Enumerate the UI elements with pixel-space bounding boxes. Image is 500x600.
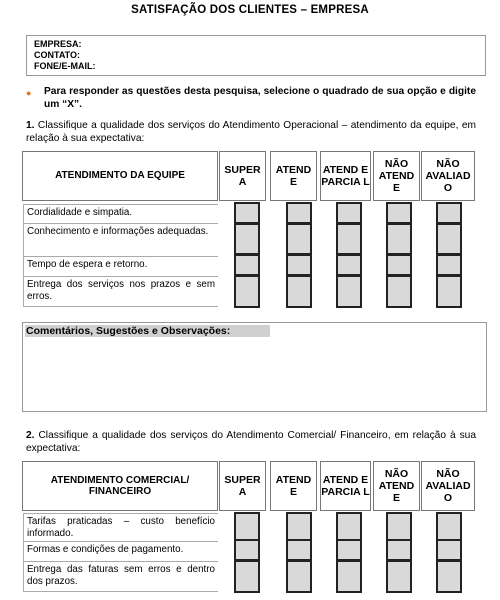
checkbox-s2-r3-nao-avaliado[interactable]	[436, 560, 462, 593]
phone-email-field-label: FONE/E-MAIL:	[34, 61, 96, 71]
col-nao-avaliado-2: NÃO AVALIAD O	[421, 461, 475, 511]
company-field-label: EMPRESA:	[34, 39, 82, 49]
checkbox-s2-r1-nao-avaliado[interactable]	[436, 512, 462, 541]
question-2-text: Classifique a qualidade dos serviços do Atendimento Comercial/ Financeiro, em relação à sua expectativa:	[26, 430, 476, 454]
row-tempo-espera: Tempo de espera e retorno.	[23, 256, 218, 276]
checkbox-s1-r3-atende-parcial[interactable]	[336, 254, 362, 276]
contact-field-label: CONTATO:	[34, 50, 80, 60]
section-2-header: ATENDIMENTO COMERCIAL/ FINANCEIRO	[22, 461, 218, 511]
checkbox-s1-r1-supera[interactable]	[234, 202, 260, 224]
checkbox-s2-r2-supera[interactable]	[234, 539, 260, 561]
checkbox-s2-r3-nao-atende[interactable]	[386, 560, 412, 593]
comments-label: Comentários, Sugestões e Observações:	[25, 325, 270, 337]
checkbox-s1-r1-atende-parcial[interactable]	[336, 202, 362, 224]
checkbox-s1-r1-nao-atende[interactable]	[386, 202, 412, 224]
question-2-number: 2.	[26, 430, 35, 441]
checkbox-s2-r3-supera[interactable]	[234, 560, 260, 593]
col-nao-avaliado: NÃO AVALIAD O	[421, 151, 475, 201]
question-1-number: 1.	[26, 120, 35, 131]
col-atende-parcial: ATEND E PARCIA L	[320, 151, 371, 201]
checkbox-s2-r3-atende-parcial[interactable]	[336, 560, 362, 593]
col-atende-parcial-2: ATEND E PARCIA L	[320, 461, 371, 511]
checkbox-s2-r1-supera[interactable]	[234, 512, 260, 541]
page-title: SATISFAÇÃO DOS CLIENTES – EMPRESA	[131, 4, 369, 16]
question-1	[26, 119, 476, 145]
checkbox-s1-r2-atende[interactable]	[286, 223, 312, 255]
section-1-header: ATENDIMENTO DA EQUIPE	[22, 151, 218, 201]
checkbox-s1-r4-atende[interactable]	[286, 275, 312, 308]
instruction-text: Para responder as questões desta pesquisa, selecione o quadrado de sua opção e digite um “X”.	[44, 86, 476, 110]
row-entrega-servicos: Entrega dos serviços nos prazos e sem erros.	[23, 276, 218, 307]
checkbox-s1-r2-nao-avaliado[interactable]	[436, 223, 462, 255]
company-info-box	[26, 35, 486, 76]
checkbox-s1-r1-atende[interactable]	[286, 202, 312, 224]
col-nao-atende-2: NÃO ATEND E	[373, 461, 420, 511]
checkbox-s1-r4-atende-parcial[interactable]	[336, 275, 362, 308]
row-entrega-faturas: Entrega das faturas sem erros e dentro dos prazos.	[23, 561, 218, 592]
checkbox-s1-r2-nao-atende[interactable]	[386, 223, 412, 255]
checkbox-s1-r4-supera[interactable]	[234, 275, 260, 308]
checkbox-s1-r3-supera[interactable]	[234, 254, 260, 276]
comments-box[interactable]	[22, 322, 487, 412]
col-atende-2: ATEND E	[270, 461, 317, 511]
row-conhecimento: Conhecimento e informações adequadas.	[23, 223, 218, 256]
checkbox-s2-r2-atende-parcial[interactable]	[336, 539, 362, 561]
checkbox-s1-r3-nao-atende[interactable]	[386, 254, 412, 276]
checkbox-s1-r2-atende-parcial[interactable]	[336, 223, 362, 255]
checkbox-s2-r2-nao-avaliado[interactable]	[436, 539, 462, 561]
row-tarifas: Tarifas praticadas – custo benefício informado.	[23, 513, 218, 541]
checkbox-s2-r1-atende[interactable]	[286, 512, 312, 541]
checkbox-s1-r3-atende[interactable]	[286, 254, 312, 276]
checkbox-s1-r4-nao-atende[interactable]	[386, 275, 412, 308]
checkbox-s2-r1-atende-parcial[interactable]	[336, 512, 362, 541]
checkbox-s1-r2-supera[interactable]	[234, 223, 260, 255]
checkbox-s2-r1-nao-atende[interactable]	[386, 512, 412, 541]
col-nao-atende: NÃO ATEND E	[373, 151, 420, 201]
checkbox-s2-r3-atende[interactable]	[286, 560, 312, 593]
checkbox-s1-r1-nao-avaliado[interactable]	[436, 202, 462, 224]
checkbox-s2-r2-nao-atende[interactable]	[386, 539, 412, 561]
checkbox-s1-r3-nao-avaliado[interactable]	[436, 254, 462, 276]
row-formas-pagamento: Formas e condições de pagamento.	[23, 541, 218, 561]
question-1-text: Classifique a qualidade dos serviços do Atendimento Operacional – atendimento da equipe, em relação à sua expectativa:	[26, 120, 476, 144]
checkbox-s2-r2-atende[interactable]	[286, 539, 312, 561]
checkbox-s1-r4-nao-avaliado[interactable]	[436, 275, 462, 308]
bullet-icon: ●	[26, 88, 32, 98]
row-cordialidade: Cordialidade e simpatia.	[23, 204, 218, 223]
col-supera-2: SUPER A	[219, 461, 266, 511]
col-supera: SUPER A	[219, 151, 266, 201]
question-2	[26, 429, 476, 455]
col-atende: ATEND E	[270, 151, 317, 201]
